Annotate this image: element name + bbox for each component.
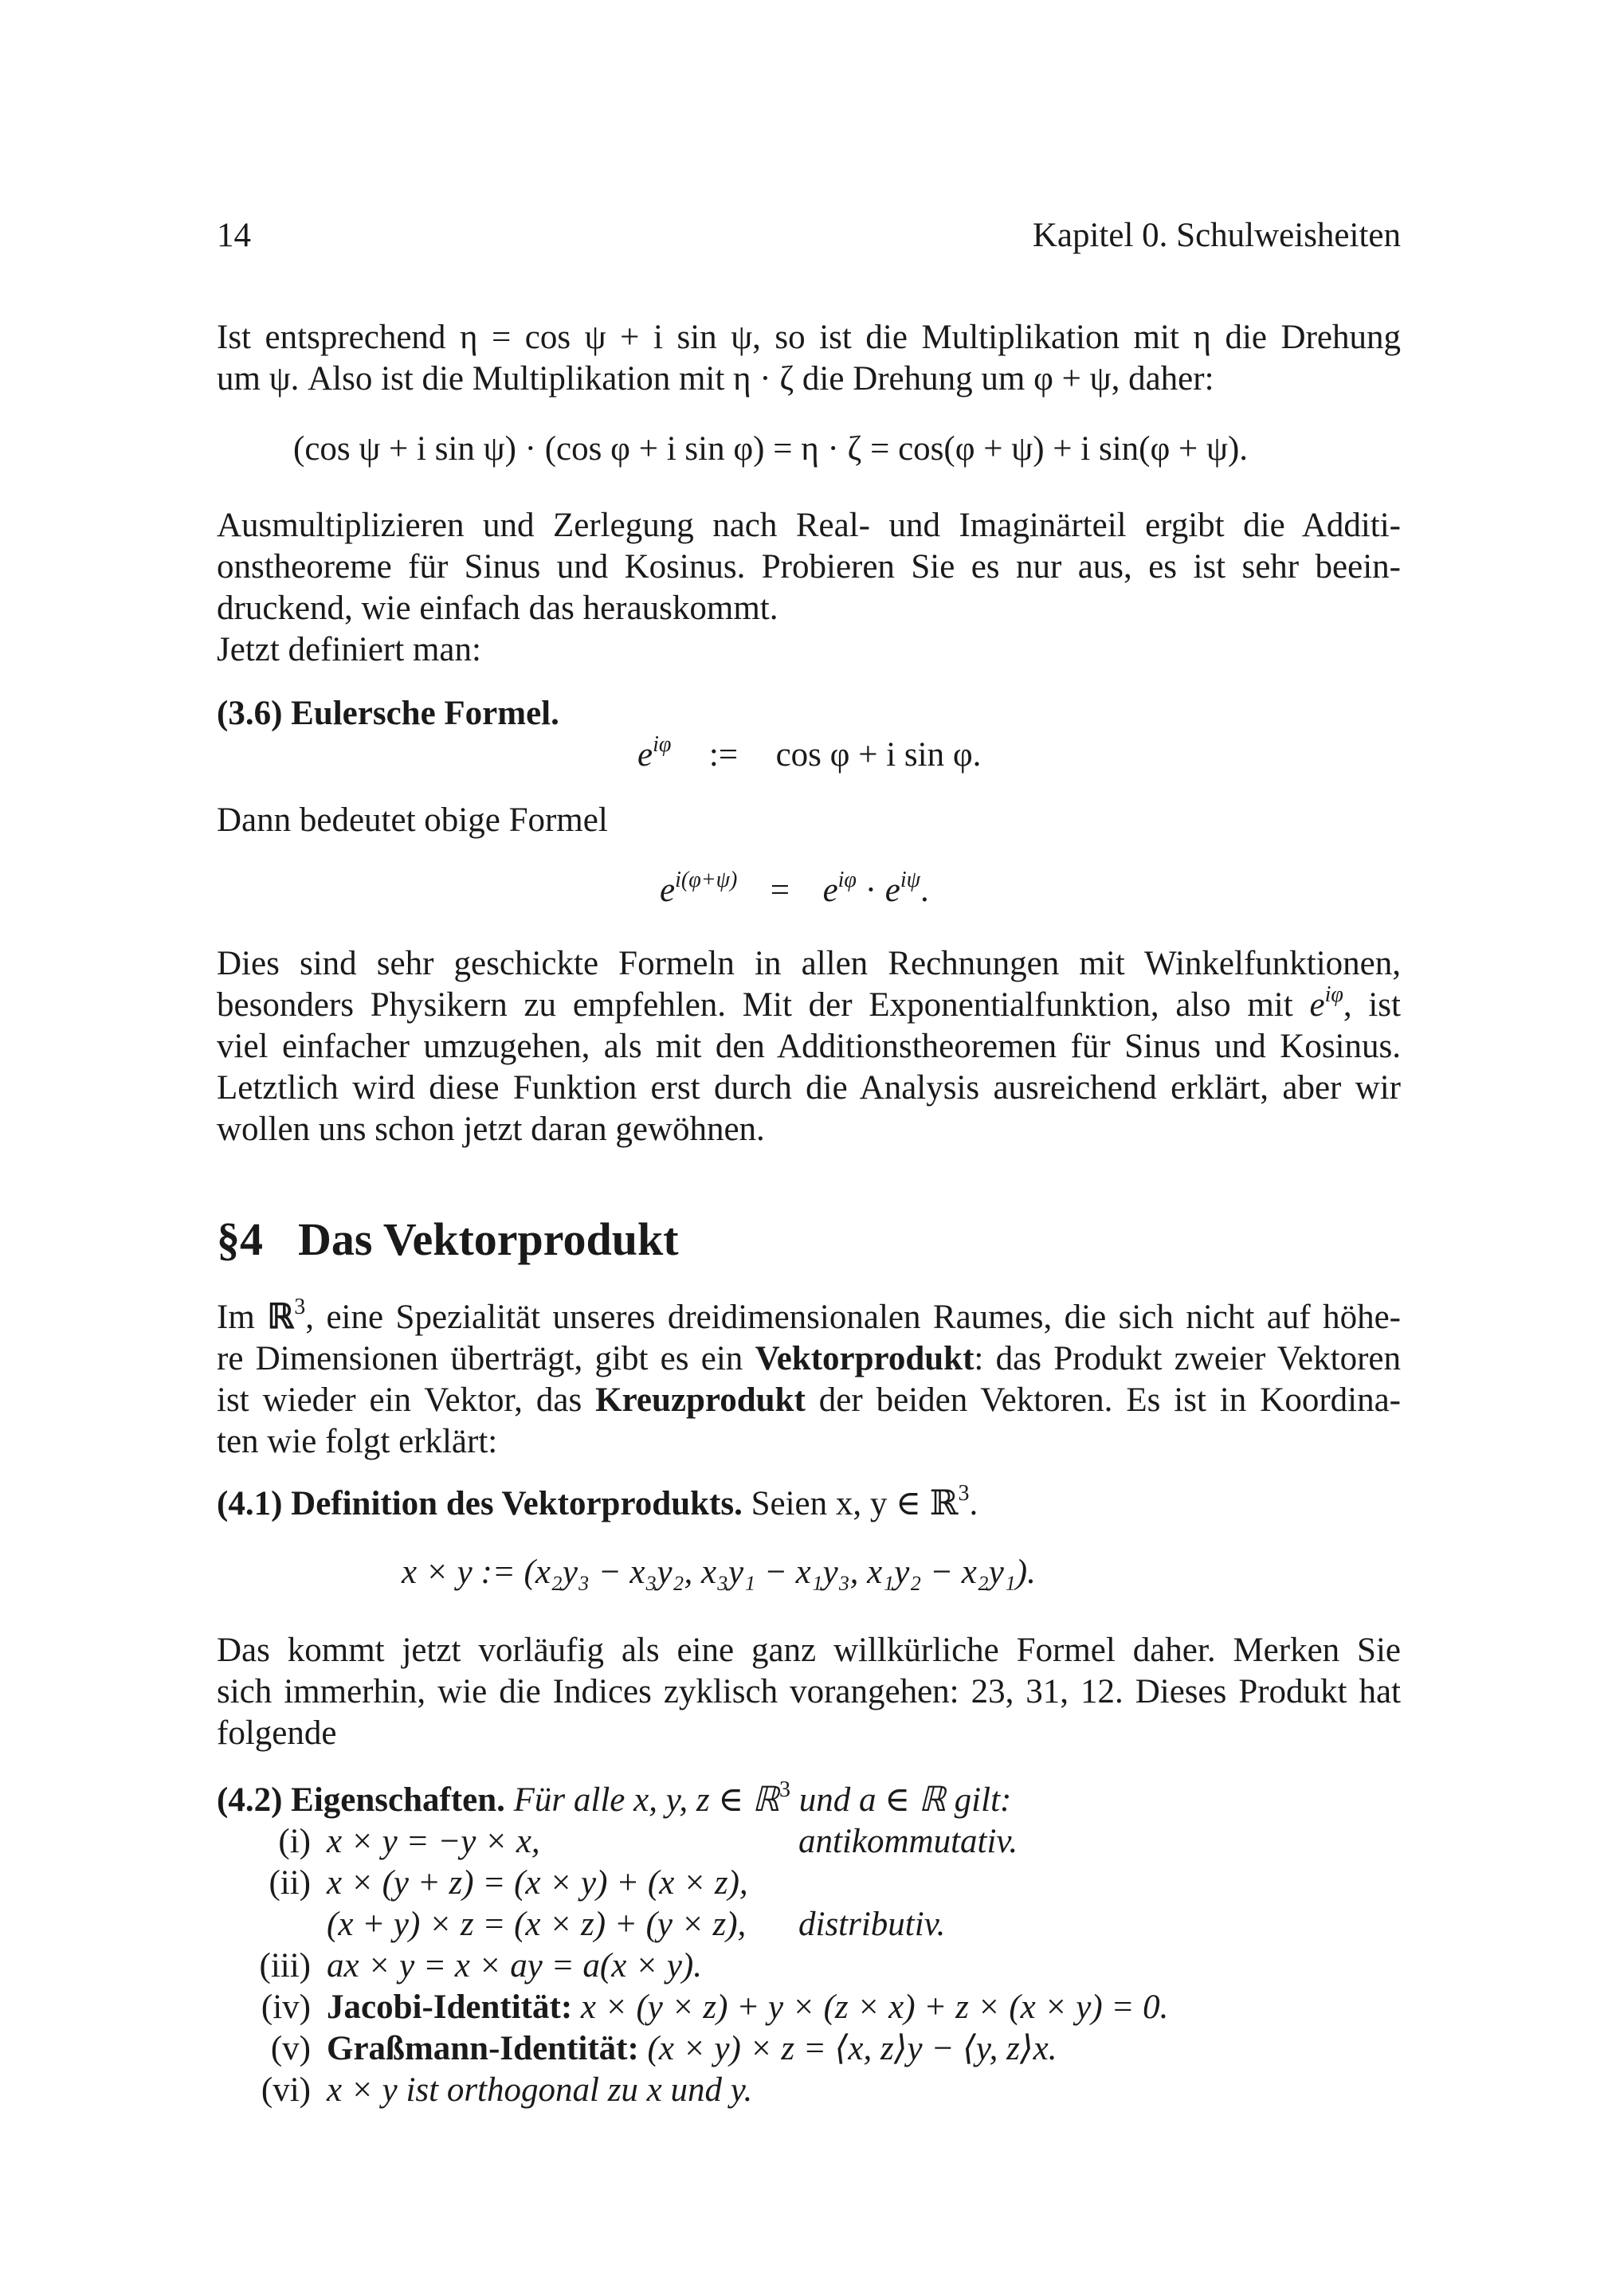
property-number: (iv)	[261, 1988, 311, 2026]
paragraph-then: Dann bedeutet obige Formel	[217, 801, 608, 839]
text-segment: , ist	[1343, 986, 1401, 1024]
text-line: wollen uns schon jetzt daran gewöhnen.	[217, 1111, 765, 1148]
text-line: Dies sind sehr geschickte Formeln in allen Rechnungen mit Winkelfunktionen,	[217, 945, 1401, 982]
math-exponent: iφ	[1324, 982, 1343, 1007]
math-operator: ·	[865, 872, 877, 909]
math-symbol: e	[660, 872, 676, 909]
property-bold-label: Jacobi-Identität:	[327, 1988, 573, 2026]
math-symbol: e	[1309, 986, 1325, 1024]
text-line: Letztlich wird diese Funktion erst durch die Analysis ausreichend erklärt, aber wir	[217, 1069, 1401, 1107]
math-relation: =	[770, 872, 790, 909]
property-item	[217, 1863, 748, 1904]
property-number: (v)	[270, 2030, 311, 2067]
property-text: x × y = −y × x,	[327, 1823, 540, 1860]
text-line	[217, 1338, 1401, 1380]
text-line: Ausmultiplizieren und Zerlegung nach Real- und Imaginärteil ergibt die Additi-	[217, 507, 1401, 544]
text-segment: .	[969, 1485, 978, 1522]
section-title: Das Vektorprodukt	[298, 1213, 679, 1265]
bold-term: Vektorprodukt	[755, 1340, 975, 1377]
property-item	[217, 1821, 1018, 1863]
property-number: (vi)	[261, 2071, 311, 2109]
definition-label-euler: (3.6) Eulersche Formel.	[217, 695, 559, 732]
math-exponent: 3	[294, 1295, 306, 1319]
property-text: x × (y + z) = (x × y) + (x × z),	[327, 1864, 748, 1902]
vector-product-formula: x × y := (x₂y₃ − x₃y₂, x₃y₁ − x₁y₃, x₁y₂ − x₂y₁).	[402, 1554, 1036, 1591]
property-item	[217, 2028, 1057, 2070]
section-heading	[217, 1213, 679, 1266]
text-line: Das kommt jetzt vorläufig als eine ganz willkürliche Formel daher. Merken Sie	[217, 1632, 1401, 1669]
definition-vector-product	[217, 1483, 978, 1525]
bold-term: Kreuzprodukt	[595, 1381, 806, 1419]
text-segment: Für alle x, y, z ∈ ℝ	[504, 1781, 780, 1819]
math-exponent: i(φ+ψ)	[675, 868, 738, 892]
text-segment: , eine Spezialität unseres dreidimensionalen Raumes, die sich nicht auf höhe-	[305, 1299, 1401, 1336]
text-line: druckend, wie einfach das herauskommt.	[217, 590, 778, 627]
property-text	[327, 2028, 1057, 2070]
math-exponent: 3	[779, 1777, 791, 1802]
text-line	[217, 982, 1401, 1026]
property-item	[217, 2070, 752, 2111]
math-exponent: iψ	[900, 868, 921, 892]
text-line	[217, 1297, 1401, 1338]
text-line: Ist entsprechend η = cos ψ + i sin ψ, so ist die Multiplikation mit η die Drehung	[217, 319, 1401, 356]
property-text: ax × y = x × ay = a(x × y).	[327, 1947, 702, 1985]
text-line: Jetzt definiert man:	[217, 631, 481, 668]
property-formula: (x × y) × z = ⟨x, z⟩y − ⟨y, z⟩x.	[638, 2030, 1057, 2067]
running-title: Kapitel 0. Schulweisheiten	[1032, 217, 1401, 254]
text-line: viel einfacher umzugehen, als mit den Additionstheoremen für Sinus und Kosinus.	[217, 1028, 1401, 1065]
properties-heading	[217, 1777, 1012, 1821]
text-line: sich immerhin, wie die Indices zyklisch vorangehen: 23, 31, 12. Dieses Produkt hat	[217, 1673, 1401, 1710]
math-expression: cos φ + i sin φ.	[775, 736, 982, 774]
property-remark: antikommutativ.	[798, 1823, 1018, 1860]
equation-exponential-product	[660, 870, 929, 911]
property-number: (i)	[278, 1823, 311, 1860]
property-text: (x + y) × z = (x × z) + (y × z),	[327, 1906, 747, 1943]
page-number: 14	[217, 217, 251, 254]
text-line: folgende	[217, 1714, 337, 1752]
math-punctuation: .	[920, 872, 929, 909]
property-text: x × y ist orthogonal zu x und y.	[327, 2071, 753, 2109]
property-text	[327, 1987, 1168, 2028]
paragraph-vector-product-intro	[217, 1297, 1401, 1463]
section-number: §4	[217, 1213, 263, 1265]
text-segment: besonders Physikern zu empfehlen. Mit der Exponentialfunktion, also mit	[217, 986, 1310, 1024]
equation-rotation-product: (cos ψ + i sin ψ) · (cos φ + i sin φ) = η · ζ = cos(φ + ψ) + i sin(φ + ψ).	[293, 430, 1249, 468]
text-segment: ist wieder ein Vektor, das	[217, 1381, 596, 1419]
paragraph-indices	[217, 1630, 1401, 1754]
text-segment: Im	[217, 1299, 268, 1336]
property-formula: x × (y × z) + y × (z × x) + z × (x × y) = 0.	[572, 1988, 1169, 2026]
property-remark: distributiv.	[798, 1906, 946, 1943]
text-line: onstheoreme für Sinus und Kosinus. Probieren Sie es nur aus, es ist sehr beein-	[217, 548, 1401, 586]
properties-label: (4.2) Eigenschaften.	[217, 1781, 505, 1819]
text-segment: der beiden Vektoren. Es ist in Koordina-	[805, 1381, 1401, 1419]
math-symbol: e	[884, 872, 900, 909]
math-relation: :=	[708, 736, 739, 774]
property-number: (ii)	[269, 1864, 311, 1902]
property-item	[217, 1945, 702, 1987]
math-symbol: e	[822, 872, 838, 909]
property-number: (iii)	[259, 1947, 311, 1985]
text-line	[217, 1380, 1401, 1421]
euler-formula	[637, 732, 982, 776]
text-segment: Seien x, y ∈ ℝ	[742, 1485, 959, 1522]
math-symbol: e	[637, 736, 653, 774]
math-symbol: ℝ	[267, 1299, 295, 1336]
property-bold-label: Graßmann-Identität:	[327, 2030, 639, 2067]
text-segment: und a ∈ ℝ gilt:	[790, 1781, 1012, 1819]
text-segment: re Dimensionen überträgt, gibt es ein	[217, 1340, 755, 1377]
property-item	[217, 1987, 1168, 2028]
paragraph-physicists	[217, 943, 1401, 1150]
text-line: um ψ. Also ist die Multiplikation mit η · ζ die Drehung um φ + ψ, daher:	[217, 360, 1214, 398]
definition-label: (4.1) Definition des Vektorprodukts.	[217, 1485, 743, 1522]
math-exponent: iφ	[837, 868, 857, 892]
math-exponent: 3	[958, 1481, 970, 1506]
paragraph-rotation	[217, 317, 1401, 400]
property-item	[217, 1904, 946, 1945]
text-segment: : das Produkt zweier Vektoren	[974, 1340, 1401, 1377]
text-line: ten wie folgt erklärt:	[217, 1423, 498, 1460]
paragraph-addition-theorems	[217, 505, 1401, 671]
math-exponent: iφ	[653, 732, 672, 757]
